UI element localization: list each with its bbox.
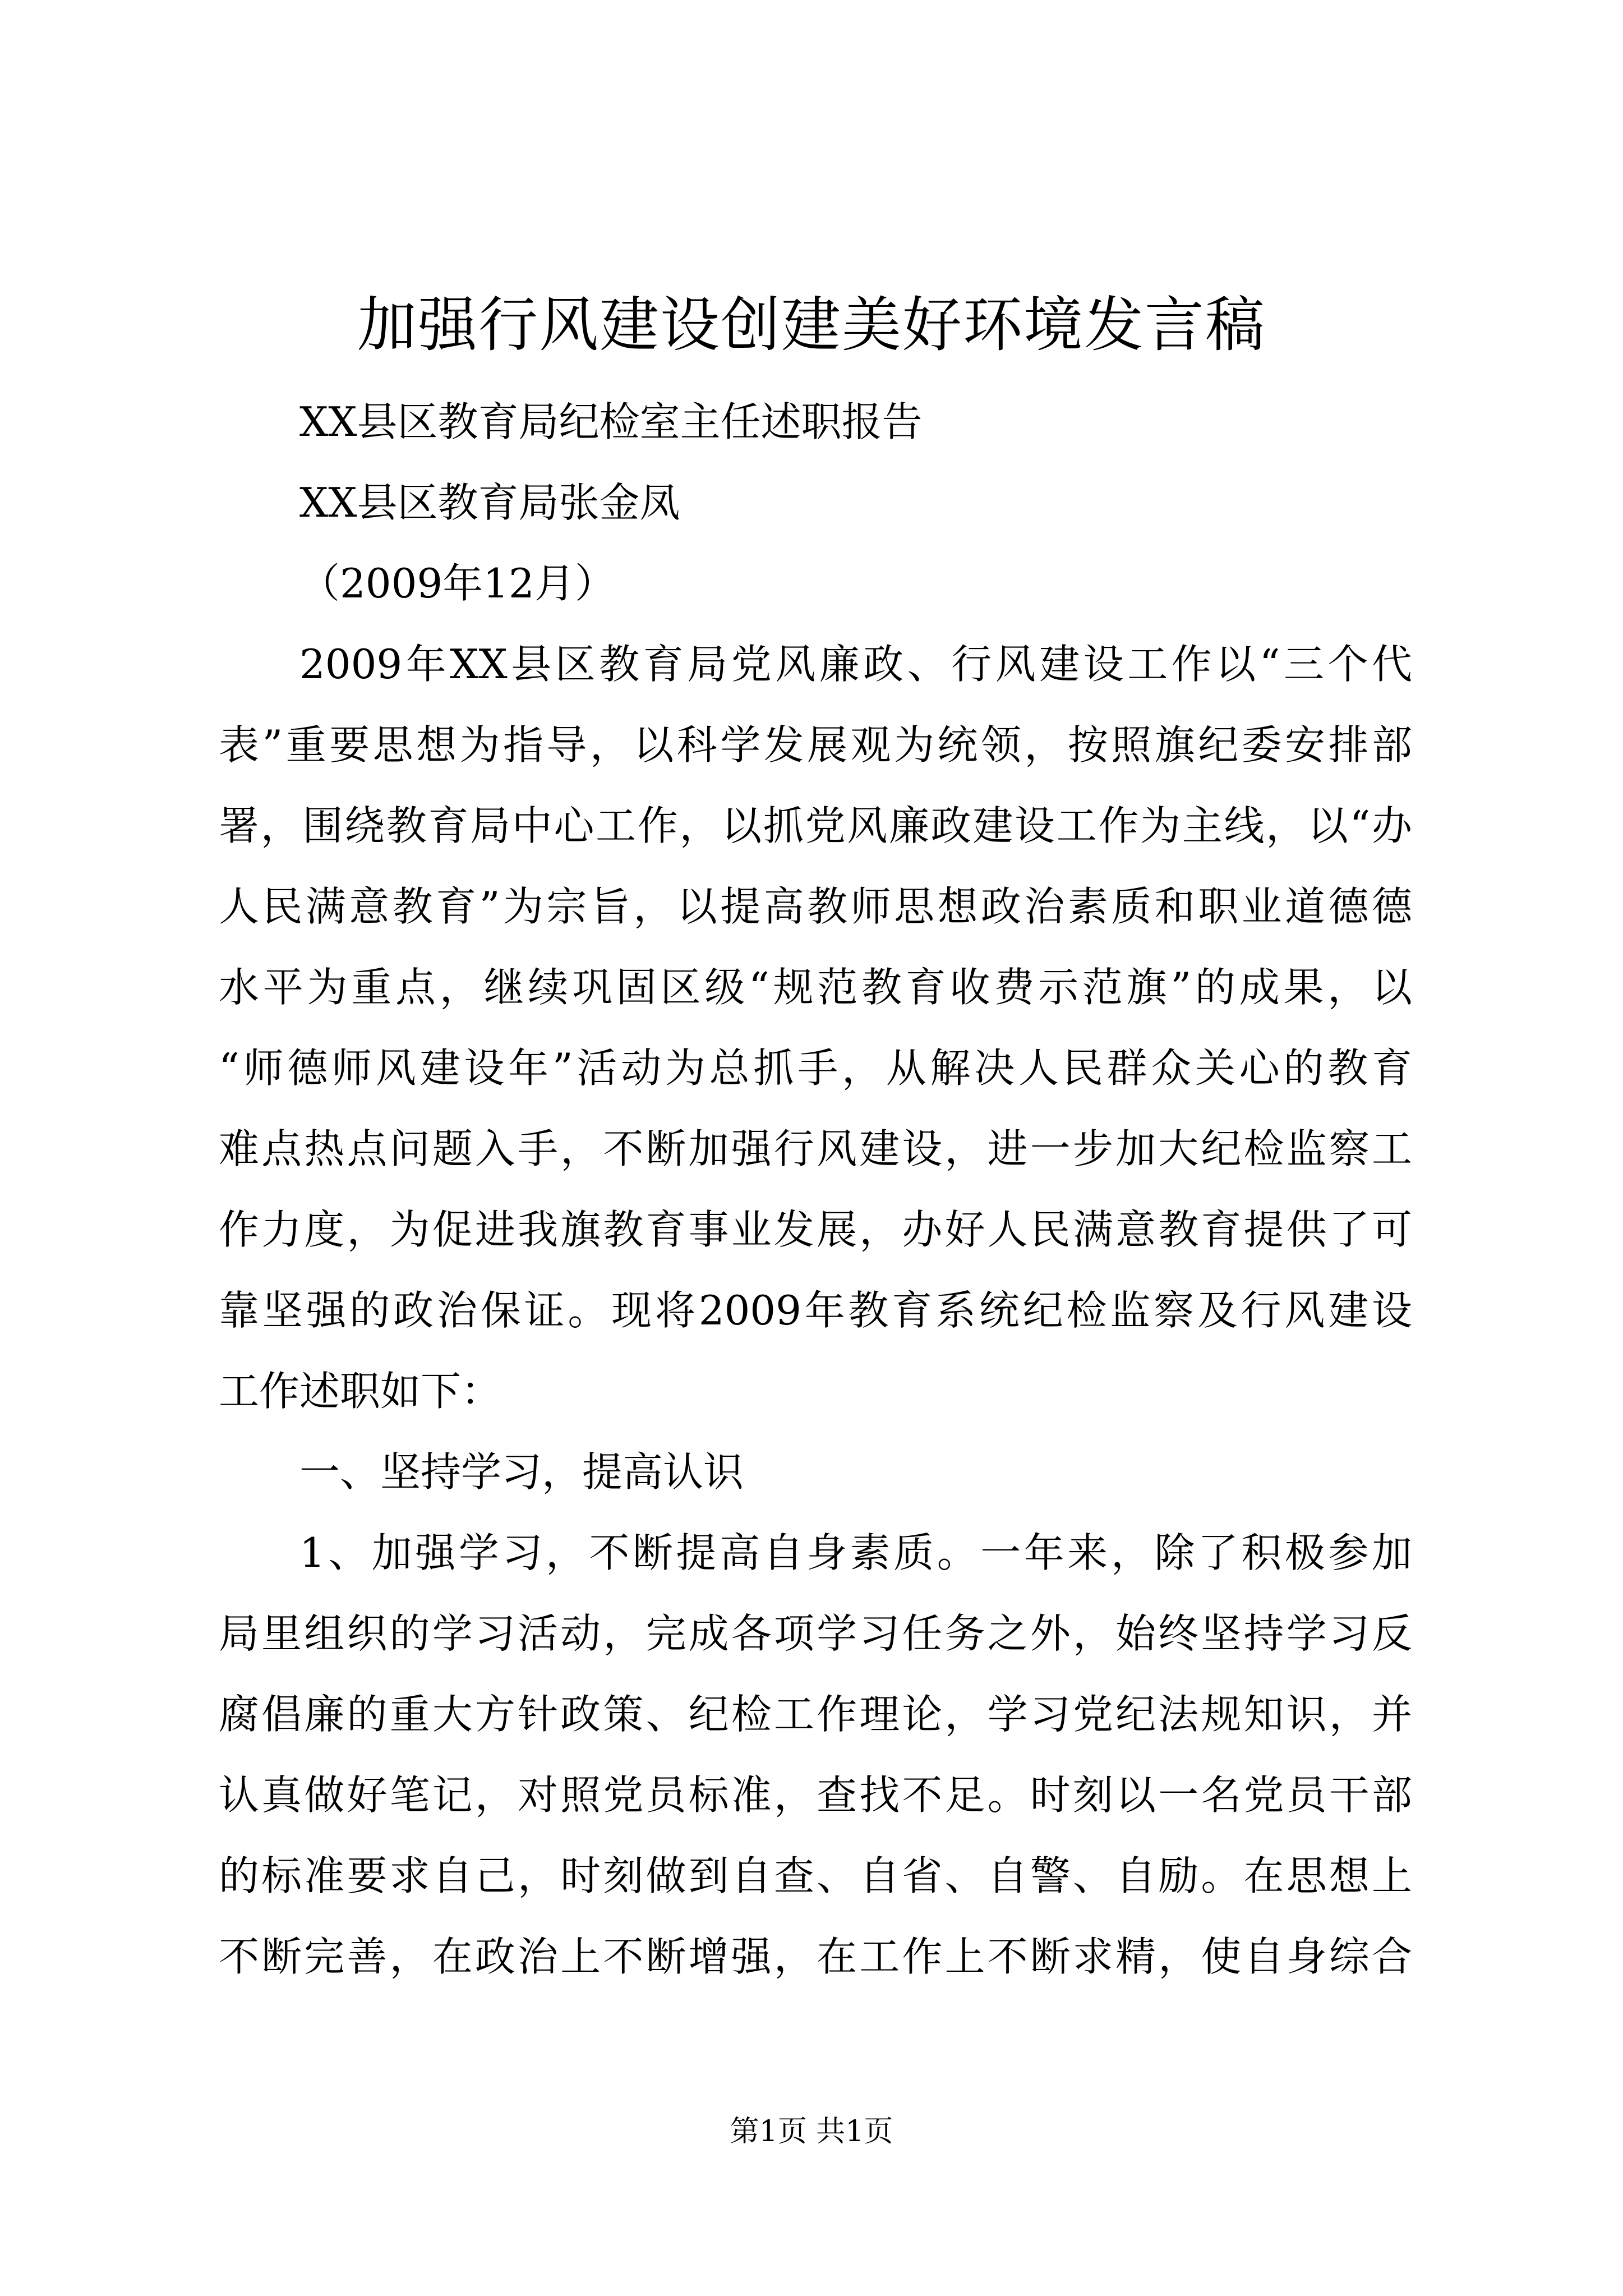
document-title: 加强行风建设创建美好环境发言稿 (357, 291, 1266, 360)
body-line-9: 靠坚强的政治保证。现将2009年教育系统纪检监察及行风建设 (219, 1287, 1412, 1334)
section-1-line-3: 腐倡廉的重大方针政策、纪检工作理论，学习党纪法规知识，并 (219, 1691, 1412, 1738)
body-line-1: 2009年XX县区教育局党风廉政、行风建设工作以“三个代 (299, 641, 1412, 688)
body-line-2: 表”重要思想为指导，以科学发展观为统领，按照旗纪委安排部 (219, 721, 1412, 769)
body-line-10: 工作述职如下： (219, 1368, 502, 1415)
section-1-line-5: 的标准要求自己，时刻做到自查、自省、自警、自励。在思想上 (219, 1852, 1412, 1899)
author-line: XX县区教育局张金凤 (299, 479, 680, 526)
report-subtitle-line: XX县区教育局纪检室主任述职报告 (299, 398, 923, 445)
body-line-4: 人民满意教育”为宗旨，以提高教师思想政治素质和职业道德德 (219, 883, 1412, 930)
section-1-line-1: 1、加强学习，不断提高自身素质。一年来，除了积极参加 (299, 1529, 1412, 1576)
section-1-line-6: 不断完善，在政治上不断增强，在工作上不断求精，使自身综合 (219, 1933, 1412, 1980)
body-line-3: 署，围绕教育局中心工作，以抓党风廉政建设工作为主线，以“办 (219, 802, 1412, 849)
body-line-6: “师德师风建设年”活动为总抓手，从解决人民群众关心的教育 (219, 1045, 1412, 1092)
page-footer: 第1页 共1页 (730, 2115, 893, 2148)
body-line-7: 难点热点问题入手，不断加强行风建设，进一步加大纪检监察工 (219, 1125, 1412, 1172)
date-line: （2009年12月） (299, 560, 615, 607)
body-line-8: 作力度，为促进我旗教育事业发展，办好人民满意教育提供了可 (219, 1206, 1412, 1253)
section-1-line-2: 局里组织的学习活动，完成各项学习任务之外，始终坚持学习反 (219, 1610, 1412, 1657)
body-line-5: 水平为重点，继续巩固区级“规范教育收费示范旗”的成果，以 (219, 964, 1412, 1011)
section-1-line-4: 认真做好笔记，对照党员标准，查找不足。时刻以一名党员干部 (219, 1772, 1412, 1819)
section-heading-1: 一、坚持学习，提高认识 (299, 1448, 744, 1496)
document-body (219, 381, 1412, 1997)
